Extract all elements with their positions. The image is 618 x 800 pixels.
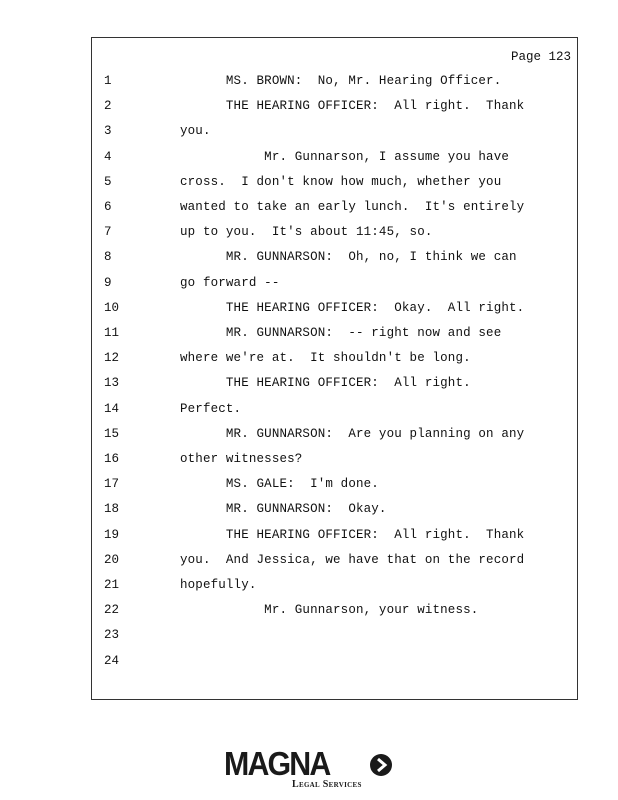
line-number: 14 <box>104 401 120 416</box>
line-text: MS. BROWN: No, Mr. Hearing Officer. <box>180 74 502 88</box>
line-number: 17 <box>104 477 120 492</box>
line-number: 15 <box>104 426 120 441</box>
line-number: 23 <box>104 628 120 643</box>
line-number: 6 <box>104 200 112 214</box>
transcript-page <box>91 37 578 700</box>
line-text: Mr. Gunnarson, your witness. <box>180 603 479 618</box>
line-text: hopefully. <box>180 578 257 592</box>
line-text: you. <box>180 124 211 139</box>
line-number: 20 <box>104 552 120 567</box>
magna-logo <box>224 746 396 792</box>
line-text: where we're at. It shouldn't be long. <box>180 351 471 366</box>
line-text: THE HEARING OFFICER: All right. Thank <box>180 527 525 542</box>
line-text: MR. GUNNARSON: Okay. <box>180 502 387 517</box>
line-number: 21 <box>104 578 120 592</box>
page-number: Page 123 <box>510 50 571 64</box>
line-number: 16 <box>104 452 120 466</box>
line-number: 13 <box>104 376 120 391</box>
logo-wordmark: MAGNA <box>224 745 330 782</box>
line-number: 3 <box>104 124 112 139</box>
line-text: MR. GUNNARSON: Are you planning on any <box>180 426 525 441</box>
line-number: 10 <box>104 300 120 315</box>
line-text: THE HEARING OFFICER: Okay. All right. <box>180 300 525 315</box>
line-text: MS. GALE: I'm done. <box>180 477 379 492</box>
line-text: THE HEARING OFFICER: All right. <box>180 376 471 391</box>
line-number: 24 <box>104 653 120 668</box>
line-text: up to you. It's about 11:45, so. <box>180 225 433 240</box>
line-number: 4 <box>104 149 112 164</box>
line-number: 22 <box>104 603 120 618</box>
line-text: Mr. Gunnarson, I assume you have <box>180 149 510 164</box>
line-text: go forward -- <box>180 275 280 290</box>
line-number: 5 <box>104 174 112 189</box>
line-number: 1 <box>104 74 112 88</box>
line-number: 9 <box>104 275 112 290</box>
line-number: 8 <box>104 250 112 265</box>
line-text: Perfect. <box>180 401 242 416</box>
line-text: you. And Jessica, we have that on the record <box>180 552 525 567</box>
chevron-right-circle-icon <box>370 754 392 776</box>
line-number: 18 <box>104 502 120 517</box>
line-number: 12 <box>104 351 120 366</box>
line-text: MR. GUNNARSON: -- right now and see <box>180 326 502 340</box>
line-text: MR. GUNNARSON: Oh, no, I think we can <box>180 250 517 265</box>
line-number: 7 <box>104 225 112 240</box>
logo-subtitle: Legal Services <box>292 779 362 790</box>
line-text: THE HEARING OFFICER: All right. Thank <box>180 99 525 114</box>
line-number: 2 <box>104 99 112 114</box>
line-number: 11 <box>104 326 120 340</box>
line-number: 19 <box>104 527 120 542</box>
line-text: cross. I don't know how much, whether you <box>180 174 502 189</box>
line-text: wanted to take an early lunch. It's entirely <box>180 200 525 214</box>
line-text: other witnesses? <box>180 452 303 466</box>
